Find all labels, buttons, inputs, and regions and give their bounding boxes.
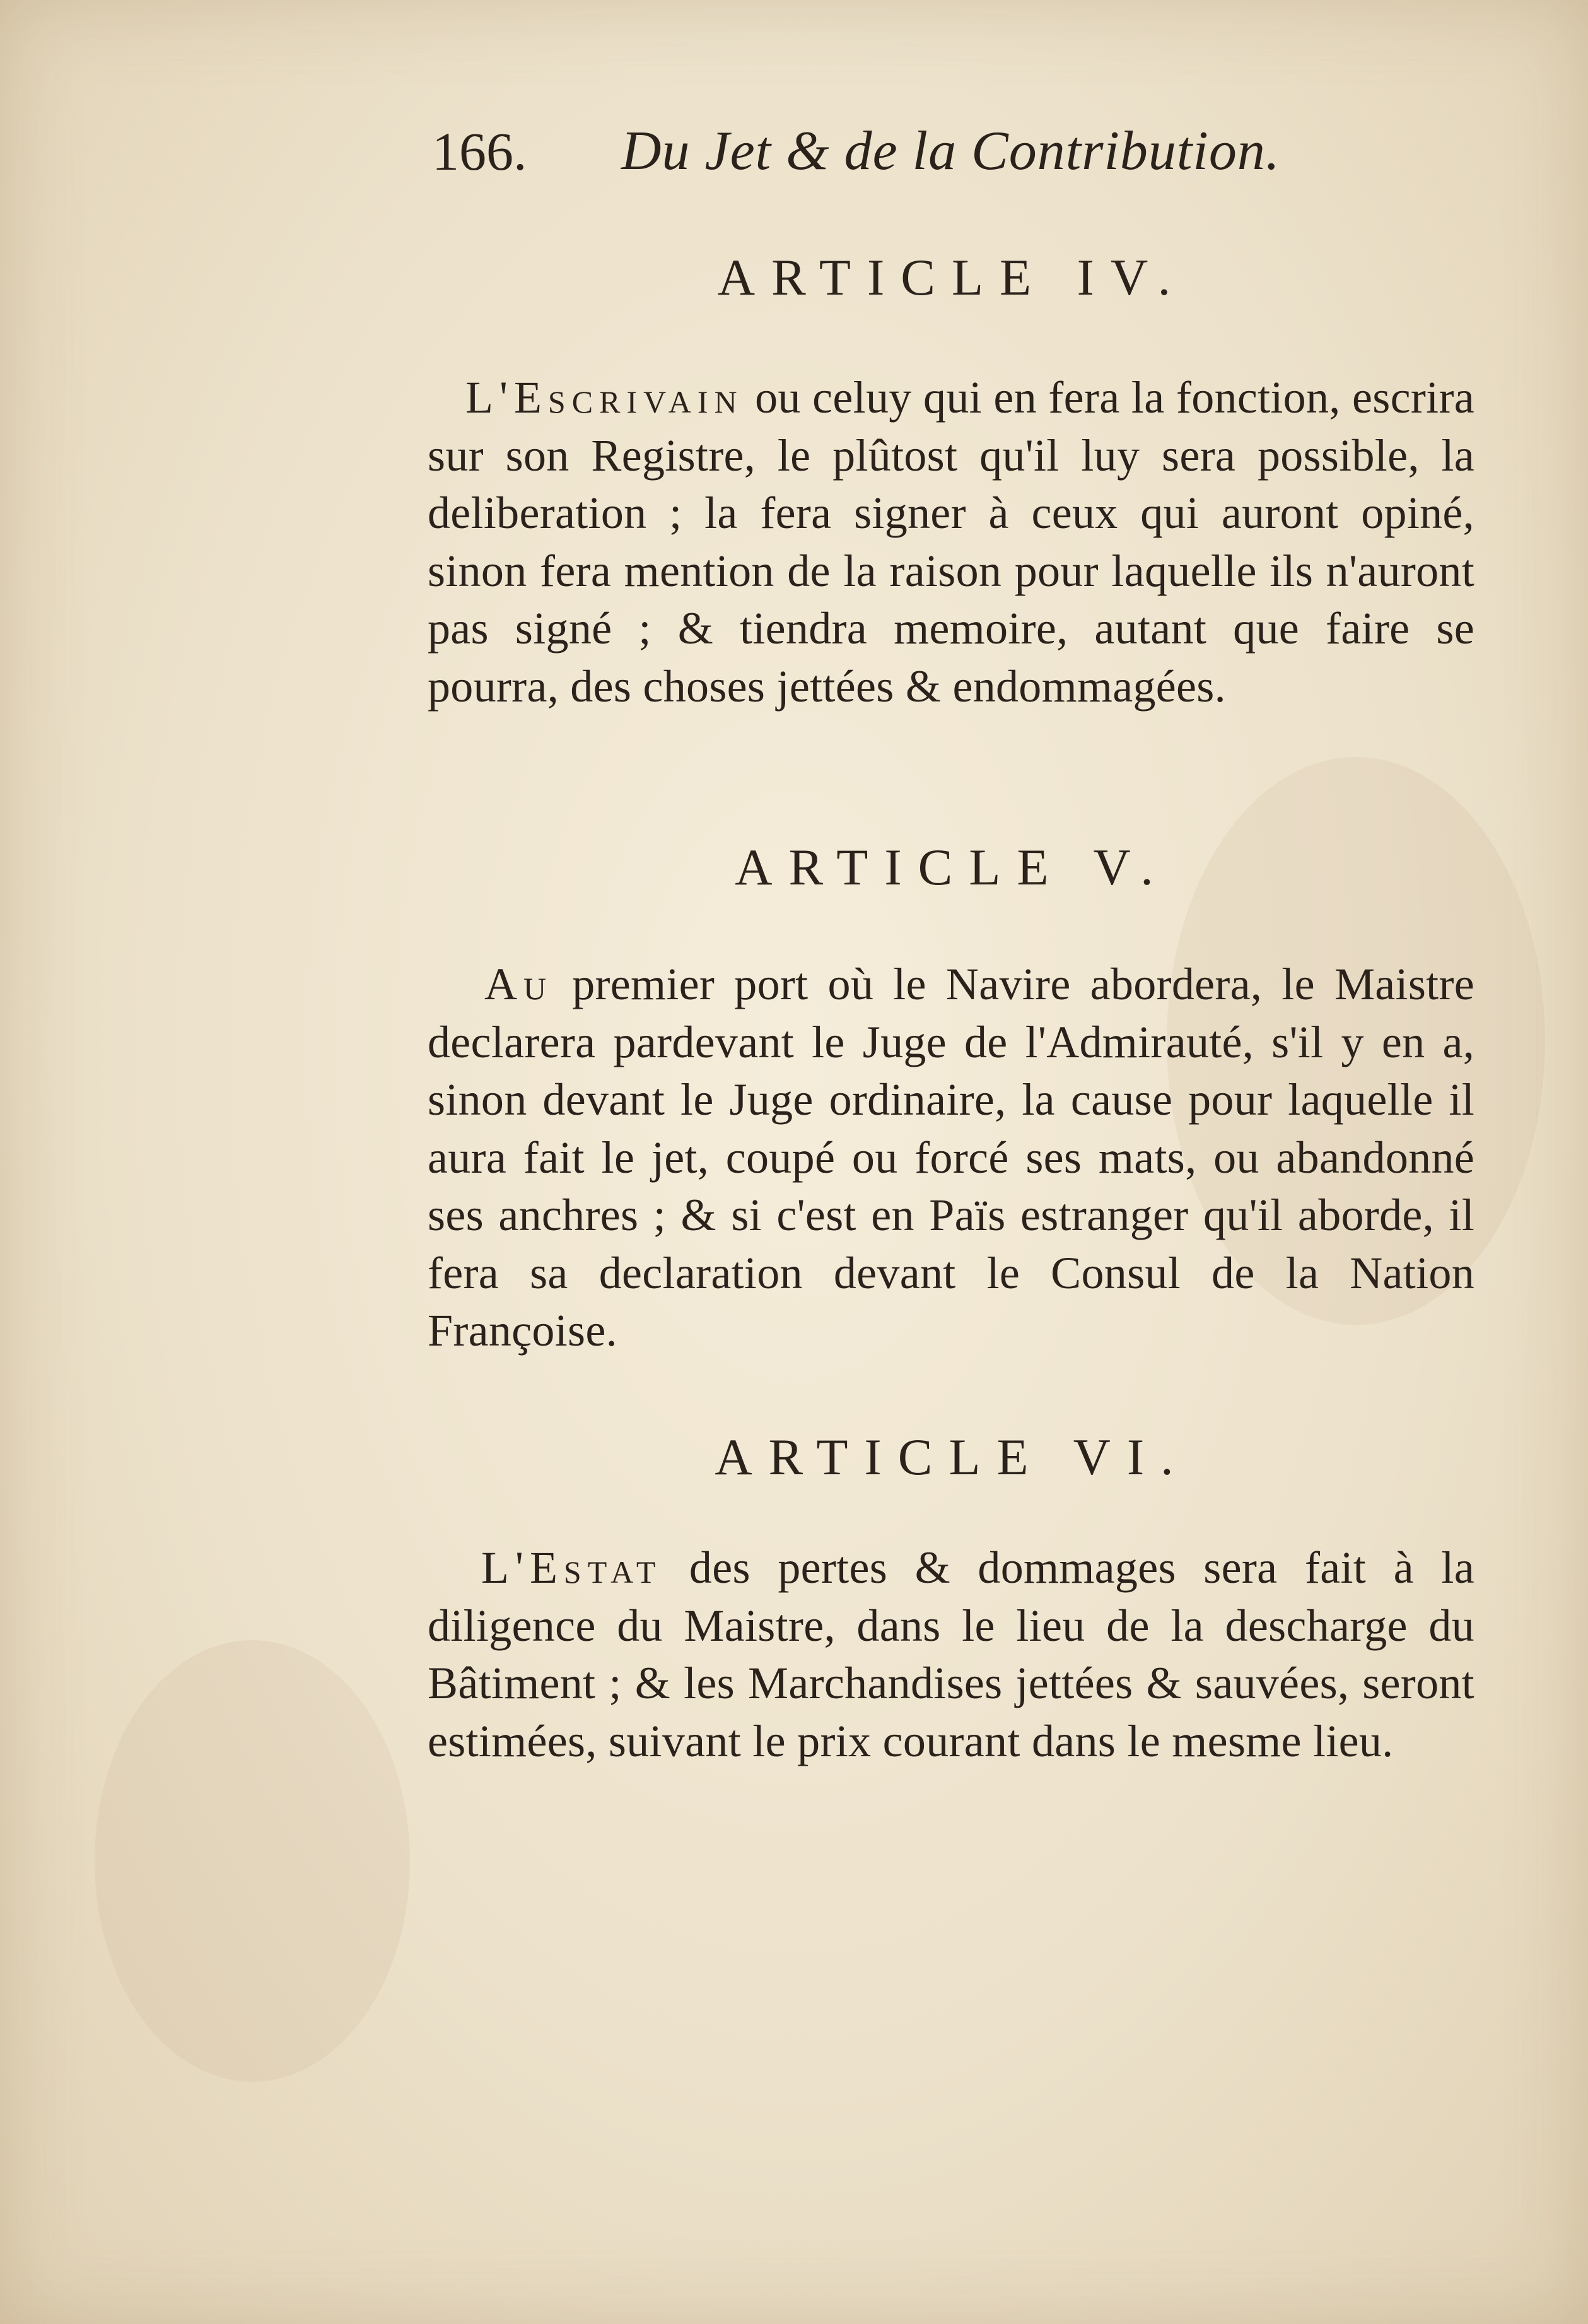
article-paragraph xyxy=(428,1539,1474,1770)
paragraph-lead-word: L'Escrivain xyxy=(465,372,744,423)
paragraph-text: premier port où le Navire abordera, le Maistre declarera pardevant le Juge de l'Admirauté, s'il y en a, sinon devant le Juge ordinaire, la cause pour laquelle il aura fait le jet, coupé ou forcé ses mats, ou abandonné ses anchres ; & si c'est en Païs estranger qu'il aborde, il fera sa declaration devant le Consul de la Nation Françoise. xyxy=(428,959,1474,1356)
paper-stain xyxy=(95,1640,410,2082)
article-heading: ARTICLE V. xyxy=(735,838,1170,896)
paragraph-text: ou celuy qui en fera la fonction, escrira sur son Registre, le plûtost qu'il luy sera possible, la deliberation ; la fera signer à ceux qui auront opiné, sinon fera mention de la raison pour laquelle ils n'auront pas signé ; & tiendra memoire, autant que faire se pourra, des choses jettées & endommagées. xyxy=(428,372,1474,712)
paragraph-text: des pertes & dommages sera fait à la diligence du Maistre, dans le lieu de la descharge du Bâtiment ; & les Marchandises jettées & sauvées, seront estimées, suivant le prix courant dans le mesme lieu. xyxy=(428,1542,1474,1766)
page-number: 166. xyxy=(432,121,527,182)
article-heading: ARTICLE IV. xyxy=(717,249,1188,306)
article-heading: ARTICLE VI. xyxy=(715,1428,1190,1486)
running-header xyxy=(432,117,1353,186)
paragraph-lead-word: L'Estat xyxy=(481,1542,662,1593)
running-title: Du Jet & de la Contribution. xyxy=(621,120,1280,182)
article-paragraph xyxy=(428,369,1474,715)
article-paragraph xyxy=(428,956,1474,1360)
paragraph-lead-word: Au xyxy=(484,959,553,1009)
